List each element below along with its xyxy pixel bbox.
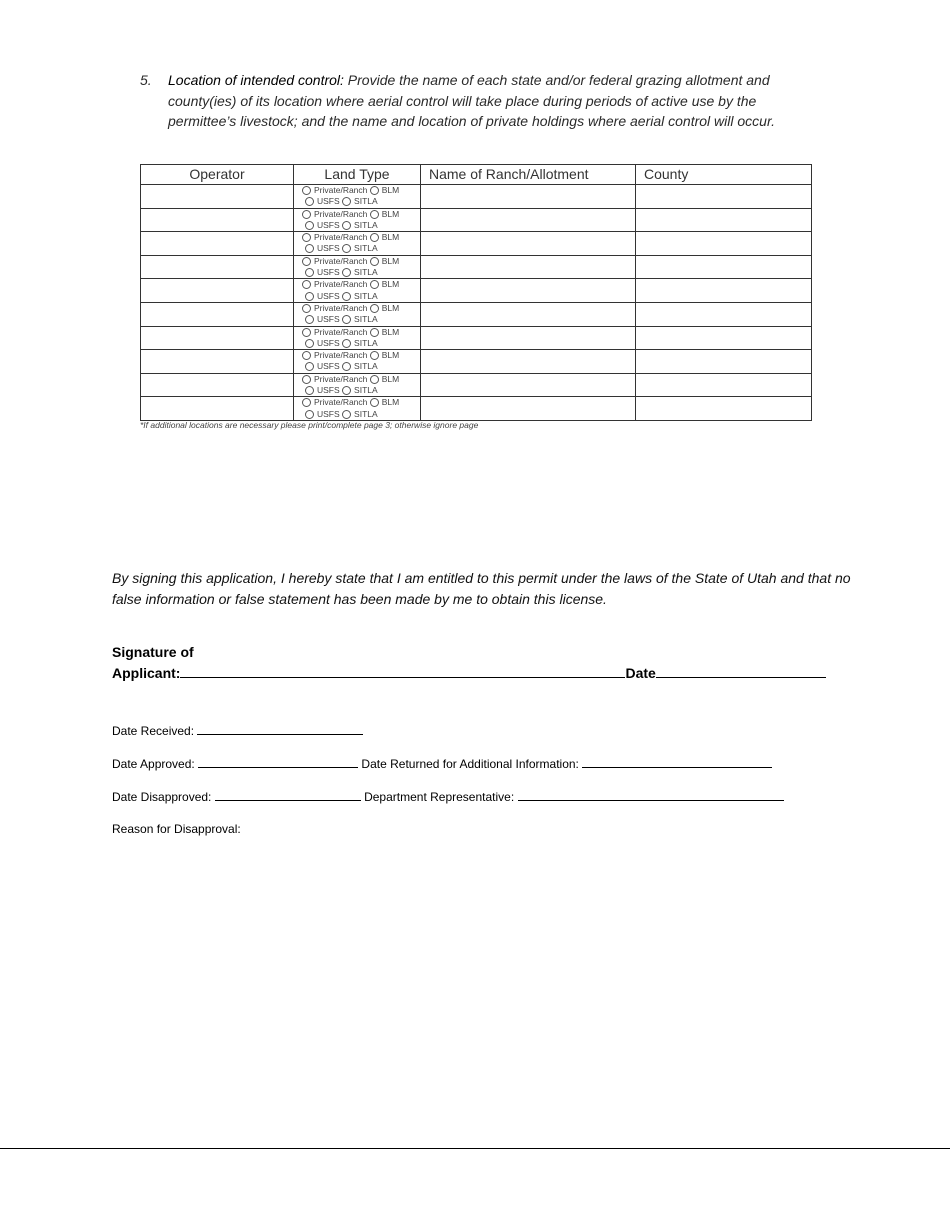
operator-cell[interactable] <box>141 373 294 397</box>
section-5-lead: Location of intended control: <box>168 72 344 88</box>
table-row <box>141 302 812 326</box>
radio-usfs[interactable] <box>305 339 314 348</box>
table-row <box>141 255 812 279</box>
radio-label-blm: BLM <box>381 208 400 219</box>
radio-sitla[interactable] <box>342 410 351 419</box>
county-cell[interactable] <box>636 350 812 374</box>
radio-label-blm: BLM <box>381 326 400 337</box>
table-row <box>141 208 812 232</box>
operator-cell[interactable] <box>141 208 294 232</box>
radio-blm[interactable] <box>370 304 379 313</box>
office-row-received <box>112 724 363 738</box>
radio-private-ranch[interactable] <box>302 304 311 313</box>
ranch-allotment-cell[interactable] <box>421 350 636 374</box>
radio-label-private-ranch: Private/Ranch <box>314 350 368 361</box>
radio-label-sitla: SITLA <box>354 243 378 254</box>
signature-label-line1: Signature of <box>112 644 194 660</box>
header-land-type: Land Type <box>294 165 421 185</box>
radio-label-usfs: USFS <box>317 385 340 396</box>
ranch-allotment-cell[interactable] <box>421 326 636 350</box>
operator-cell[interactable] <box>141 350 294 374</box>
ranch-allotment-cell[interactable] <box>421 185 636 209</box>
radio-label-blm: BLM <box>381 302 400 313</box>
radio-label-private-ranch: Private/Ranch <box>314 255 368 266</box>
radio-label-sitla: SITLA <box>354 314 378 325</box>
radio-private-ranch[interactable] <box>302 375 311 384</box>
radio-label-private-ranch: Private/Ranch <box>314 397 368 408</box>
radio-label-blm: BLM <box>381 350 400 361</box>
date-received-line[interactable] <box>197 724 363 735</box>
radio-label-private-ranch: Private/Ranch <box>314 208 368 219</box>
radio-label-sitla: SITLA <box>354 219 378 230</box>
radio-usfs[interactable] <box>305 221 314 230</box>
table-row <box>141 397 812 421</box>
section-5-body <box>168 70 790 132</box>
county-cell[interactable] <box>636 232 812 256</box>
radio-sitla[interactable] <box>342 292 351 301</box>
radio-private-ranch[interactable] <box>302 280 311 289</box>
radio-sitla[interactable] <box>342 244 351 253</box>
radio-blm[interactable] <box>370 210 379 219</box>
radio-sitla[interactable] <box>342 197 351 206</box>
locations-table <box>140 164 812 421</box>
radio-sitla[interactable] <box>342 315 351 324</box>
dept-rep-line[interactable] <box>518 790 784 801</box>
radio-label-private-ranch: Private/Ranch <box>314 326 368 337</box>
header-county: County <box>636 165 812 185</box>
radio-label-usfs: USFS <box>317 267 340 278</box>
radio-usfs[interactable] <box>305 197 314 206</box>
land-type-cell <box>294 397 421 421</box>
table-row <box>141 279 812 303</box>
radio-sitla[interactable] <box>342 386 351 395</box>
date-approved-label: Date Approved: <box>112 757 195 771</box>
table-row <box>141 373 812 397</box>
radio-sitla[interactable] <box>342 268 351 277</box>
radio-label-blm: BLM <box>381 397 400 408</box>
radio-label-private-ranch: Private/Ranch <box>314 185 368 195</box>
county-cell[interactable] <box>636 185 812 209</box>
land-type-cell <box>294 373 421 397</box>
date-disapproved-label: Date Disapproved: <box>112 790 212 804</box>
operator-cell[interactable] <box>141 185 294 209</box>
radio-label-blm: BLM <box>381 232 400 243</box>
table-row <box>141 350 812 374</box>
radio-label-usfs: USFS <box>317 314 340 325</box>
signature-block <box>112 642 826 684</box>
ranch-allotment-cell[interactable] <box>421 373 636 397</box>
radio-usfs[interactable] <box>305 386 314 395</box>
land-type-cell <box>294 302 421 326</box>
radio-label-private-ranch: Private/Ranch <box>314 302 368 313</box>
radio-label-blm: BLM <box>381 373 400 384</box>
reason-label: Reason for Disapproval: <box>112 822 241 836</box>
ranch-allotment-cell[interactable] <box>421 208 636 232</box>
operator-cell[interactable] <box>141 302 294 326</box>
radio-blm[interactable] <box>370 233 379 242</box>
table-row <box>141 232 812 256</box>
radio-label-usfs: USFS <box>317 196 340 207</box>
land-type-cell <box>294 232 421 256</box>
radio-label-private-ranch: Private/Ranch <box>314 373 368 384</box>
radio-private-ranch[interactable] <box>302 398 311 407</box>
table-header-row <box>141 165 812 185</box>
operator-cell[interactable] <box>141 279 294 303</box>
radio-blm[interactable] <box>370 280 379 289</box>
radio-label-sitla: SITLA <box>354 290 378 301</box>
radio-blm[interactable] <box>370 186 379 195</box>
signature-line[interactable] <box>180 665 625 678</box>
table-footnote: *If additional locations are necessary please print/complete page 3; otherwise ignore page <box>140 420 479 430</box>
radio-private-ranch[interactable] <box>302 328 311 337</box>
date-approved-line[interactable] <box>198 757 358 768</box>
land-type-cell <box>294 350 421 374</box>
radio-label-blm: BLM <box>381 185 400 195</box>
radio-sitla[interactable] <box>342 221 351 230</box>
radio-usfs[interactable] <box>305 362 314 371</box>
office-row-reason <box>112 822 241 836</box>
radio-usfs[interactable] <box>305 315 314 324</box>
radio-sitla[interactable] <box>342 339 351 348</box>
county-cell[interactable] <box>636 279 812 303</box>
county-cell[interactable] <box>636 326 812 350</box>
radio-private-ranch[interactable] <box>302 257 311 266</box>
radio-label-blm: BLM <box>381 279 400 290</box>
radio-blm[interactable] <box>370 351 379 360</box>
radio-label-usfs: USFS <box>317 337 340 348</box>
operator-cell[interactable] <box>141 232 294 256</box>
date-received-label: Date Received: <box>112 724 195 738</box>
ranch-allotment-cell[interactable] <box>421 255 636 279</box>
radio-label-private-ranch: Private/Ranch <box>314 279 368 290</box>
radio-sitla[interactable] <box>342 362 351 371</box>
operator-cell[interactable] <box>141 255 294 279</box>
radio-private-ranch[interactable] <box>302 233 311 242</box>
county-cell[interactable] <box>636 373 812 397</box>
attestation-statement: By signing this application, I hereby state that I am entitled to this permit under the laws of the State of Utah and that no false information or false statement has been made by me to obtain this license. <box>112 570 851 607</box>
operator-cell[interactable] <box>141 326 294 350</box>
radio-usfs[interactable] <box>305 410 314 419</box>
date-label: Date <box>625 665 656 681</box>
radio-label-blm: BLM <box>381 255 400 266</box>
radio-blm[interactable] <box>370 375 379 384</box>
section-number: 5. <box>140 72 152 88</box>
county-cell[interactable] <box>636 397 812 421</box>
county-cell[interactable] <box>636 208 812 232</box>
radio-usfs[interactable] <box>305 244 314 253</box>
radio-label-sitla: SITLA <box>354 267 378 278</box>
office-row-approved <box>112 757 772 771</box>
radio-label-usfs: USFS <box>317 408 340 419</box>
office-row-disapproved <box>112 790 784 804</box>
land-type-cell <box>294 185 421 209</box>
county-cell[interactable] <box>636 302 812 326</box>
header-operator: Operator <box>141 165 294 185</box>
radio-usfs[interactable] <box>305 292 314 301</box>
dept-rep-label: Department Representative: <box>364 790 515 804</box>
county-cell[interactable] <box>636 255 812 279</box>
radio-blm[interactable] <box>370 257 379 266</box>
radio-blm[interactable] <box>370 398 379 407</box>
radio-label-usfs: USFS <box>317 361 340 372</box>
ranch-allotment-cell[interactable] <box>421 302 636 326</box>
date-returned-label: Date Returned for Additional Information: <box>361 757 579 771</box>
header-ranch-allotment: Name of Ranch/Allotment <box>421 165 636 185</box>
operator-cell[interactable] <box>141 397 294 421</box>
land-type-cell <box>294 326 421 350</box>
radio-label-sitla: SITLA <box>354 385 378 396</box>
radio-label-sitla: SITLA <box>354 337 378 348</box>
radio-label-usfs: USFS <box>317 219 340 230</box>
table-row <box>141 326 812 350</box>
radio-private-ranch[interactable] <box>302 186 311 195</box>
radio-label-usfs: USFS <box>317 243 340 254</box>
date-line[interactable] <box>656 665 826 678</box>
ranch-allotment-cell[interactable] <box>421 397 636 421</box>
radio-label-sitla: SITLA <box>354 408 378 419</box>
section-5-text: Provide the name of each state and/or federal grazing allotment and county(ies) of its location where aerial control will take place during periods of active use by the permittee’s livestock; and the name and location of private holdings where aerial control will occur. <box>168 72 775 129</box>
locations-table-body <box>141 185 812 421</box>
radio-blm[interactable] <box>370 328 379 337</box>
ranch-allotment-cell[interactable] <box>421 232 636 256</box>
date-returned-line[interactable] <box>582 757 772 768</box>
radio-private-ranch[interactable] <box>302 351 311 360</box>
radio-label-usfs: USFS <box>317 290 340 301</box>
table-row <box>141 185 812 209</box>
radio-private-ranch[interactable] <box>302 210 311 219</box>
land-type-cell <box>294 255 421 279</box>
land-type-cell <box>294 208 421 232</box>
radio-label-sitla: SITLA <box>354 361 378 372</box>
land-type-cell <box>294 279 421 303</box>
radio-usfs[interactable] <box>305 268 314 277</box>
section-5-instructions <box>140 70 790 132</box>
radio-label-private-ranch: Private/Ranch <box>314 232 368 243</box>
bottom-rule <box>0 1148 950 1149</box>
signature-label-line2: Applicant: <box>112 665 181 681</box>
date-disapproved-line[interactable] <box>215 790 361 801</box>
ranch-allotment-cell[interactable] <box>421 279 636 303</box>
radio-label-sitla: SITLA <box>354 196 378 207</box>
